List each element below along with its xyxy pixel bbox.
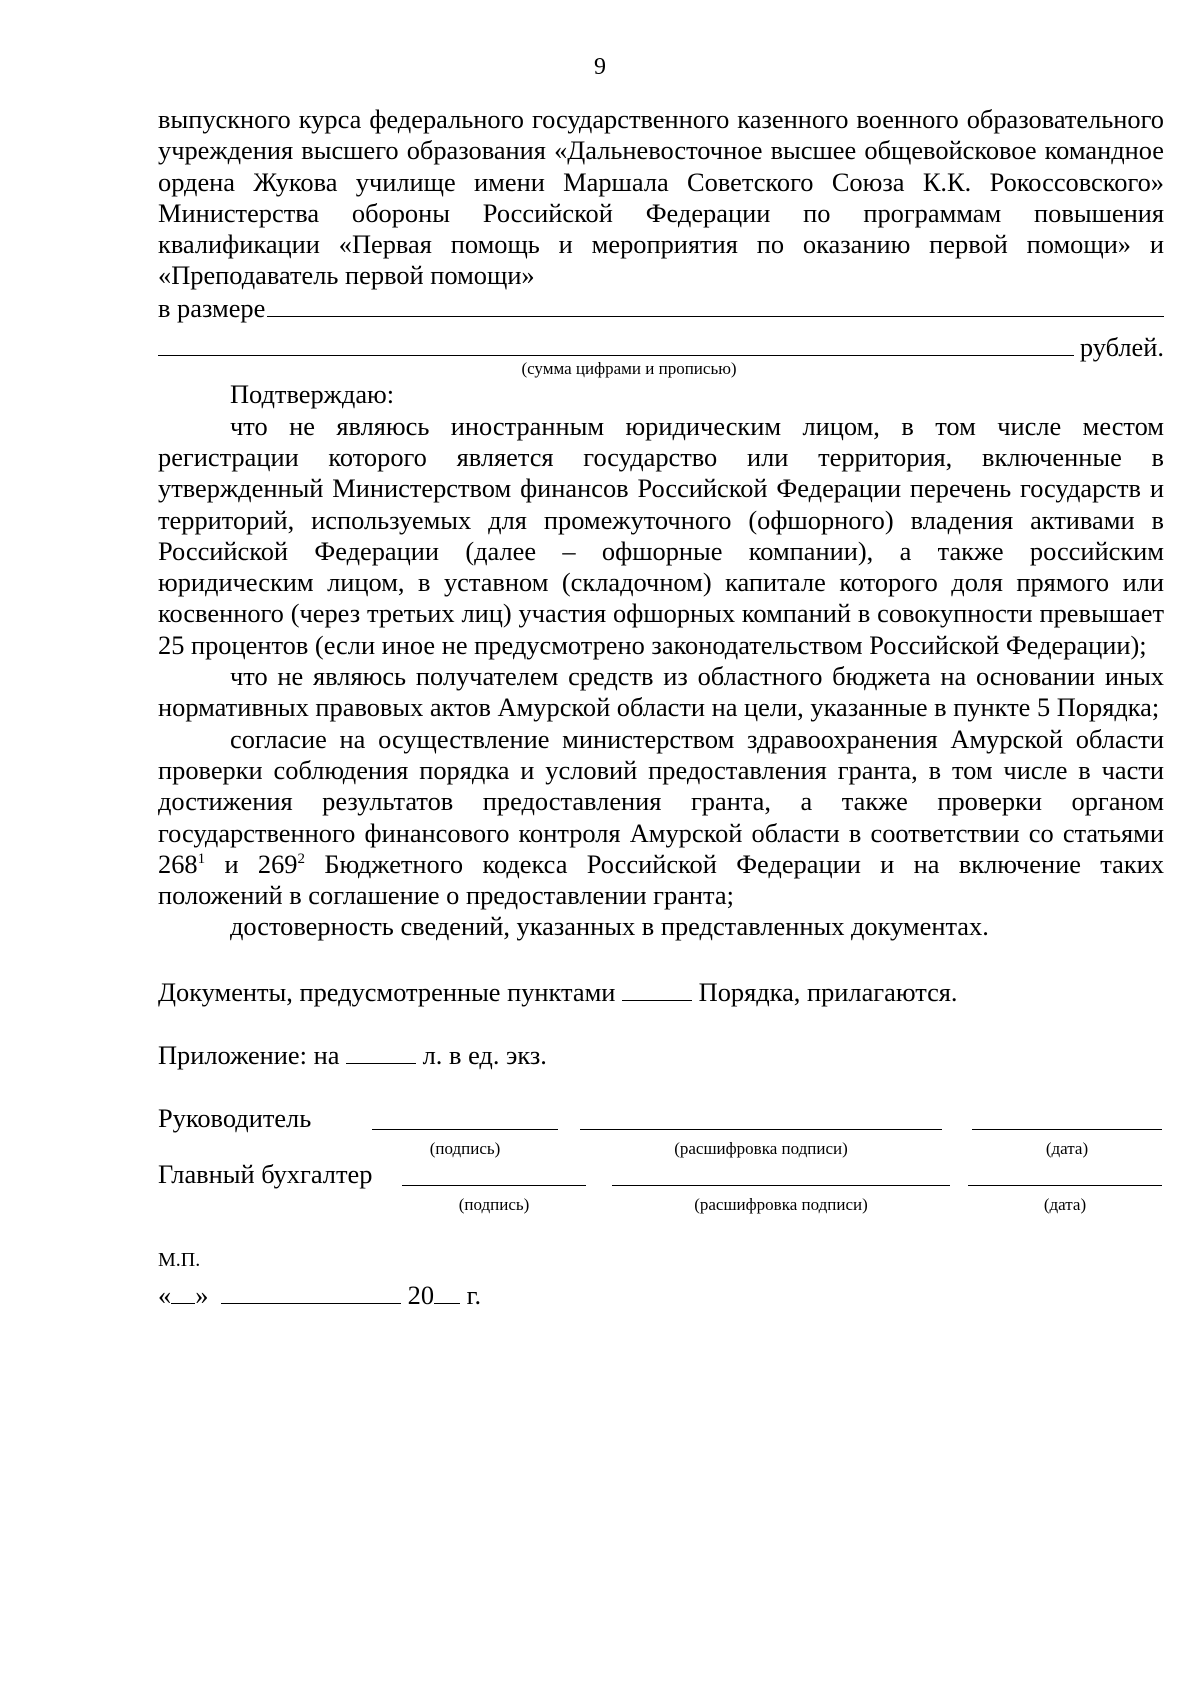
- amount-caption: (сумма цифрами и прописью): [521, 359, 737, 379]
- confirm-reliability: достоверность сведений, указанных в представленных документах.: [230, 911, 989, 942]
- rubles-label: рублей.: [1079, 332, 1164, 363]
- consent-text-2: и 269: [205, 848, 298, 879]
- documents-blank: [622, 978, 692, 1001]
- date-year-blank: [434, 1281, 460, 1304]
- document-body: [158, 104, 1164, 1311]
- amount-line: [158, 292, 1164, 324]
- appendix-text-end: л. в ед. экз.: [422, 1039, 547, 1070]
- head-captions: [158, 1133, 1164, 1159]
- confirm-not-recipient: что не являюсь получателем средств из областного бюджета на основании иных нормативных правовых актов Амурской области на цели, указанные в пункте 5 Порядка;: [158, 661, 1164, 723]
- documents-text: Документы, предусмотренные пунктами: [158, 976, 616, 1007]
- date-quote-open: «: [158, 1280, 172, 1311]
- appendix-line: [158, 1040, 1164, 1071]
- accountant-decoding-blank: [612, 1185, 950, 1186]
- date-year-prefix: 20: [407, 1280, 435, 1311]
- consent-text-3: Бюджетного кодекса Российской Федерации и на включение таких положений в соглашение о предоставлении гранта;: [158, 848, 1164, 911]
- confirm-consent: [158, 724, 1164, 912]
- head-decoding-blank: [580, 1129, 942, 1130]
- stamp-place: М.П.: [158, 1248, 201, 1271]
- accountant-cap-date: (дата): [1043, 1194, 1087, 1214]
- consent-text-1: согласие на осуществление министерством здравоохранения Амурской области проверки соблюдения порядка и условий предоставления гранта, в том числе в части достижения результатов предоставления гранта, а также проверки органом государственного финансового контроля Амурской области в соответствии со статьями 268: [158, 723, 1164, 879]
- appendix-blank: [346, 1041, 416, 1064]
- head-cap-date: (дата): [1045, 1138, 1089, 1158]
- accountant-cap-decoding: (расшифровка подписи): [694, 1194, 868, 1214]
- documents-text-end: Порядка, прилагаются.: [698, 976, 958, 1007]
- accountant-signature-row: [158, 1159, 1164, 1189]
- accountant-label: Главный бухгалтер: [158, 1158, 373, 1189]
- head-cap-decoding: (расшифровка подписи): [674, 1138, 848, 1158]
- date-month-blank: [221, 1281, 401, 1304]
- paragraph-recipient: выпускного курса федерального государственного казенного военного образовательного учреждения высшего образования «Дальневосточное высшее общевойсковое командное ордена Жукова училище имени Маршала Советского Союза К.К. Рокоссовского» Министерства обороны Российской Федерации по программам повышения квалификации «Первая помощь и мероприятия по оказанию первой помощи» и «Преподаватель первой помощи»: [158, 104, 1164, 291]
- amount-blank-1: [267, 292, 1164, 317]
- head-label: Руководитель: [158, 1102, 312, 1133]
- date-quote-close: »: [195, 1280, 209, 1311]
- accountant-signature-blank: [402, 1185, 586, 1186]
- date-line: [158, 1280, 1164, 1311]
- consent-sup-1: 1: [197, 851, 206, 868]
- amount-blank-2: [158, 331, 1074, 356]
- date-year-suffix: г.: [466, 1280, 482, 1311]
- confirm-offshore: что не являюсь иностранным юридическим лицом, в том числе местом регистрации которого является государство или территория, включенные в утвержденный Министерством финансов Российской Федерации перечень государств и территорий, используемых для промежуточного (офшорного) владения активами в Российской Федерации (далее – офшорные компании), а также российским юридическим лицом, в уставном (складочном) капитале которого доля прямого или косвенного (через третьих лиц) участия офшорных компаний в совокупности превышает 25 процентов (если иное не предусмотрено законодательством Российской Федерации);: [158, 410, 1164, 660]
- head-signature-row: [158, 1103, 1164, 1133]
- head-signature-blank: [372, 1129, 558, 1130]
- head-date-blank: [972, 1129, 1162, 1130]
- head-cap-signature: (подпись): [429, 1138, 501, 1158]
- date-day-blank: [171, 1281, 195, 1304]
- documents-line: [158, 977, 1164, 1008]
- appendix-text: Приложение: на: [158, 1039, 340, 1070]
- accountant-cap-signature: (подпись): [458, 1194, 530, 1214]
- amount-label: в размере: [158, 292, 266, 323]
- accountant-date-blank: [968, 1185, 1162, 1186]
- accountant-captions: [158, 1189, 1164, 1215]
- page-number: 9: [594, 54, 606, 80]
- consent-sup-2: 2: [297, 851, 305, 868]
- confirm-heading: Подтверждаю:: [230, 379, 395, 410]
